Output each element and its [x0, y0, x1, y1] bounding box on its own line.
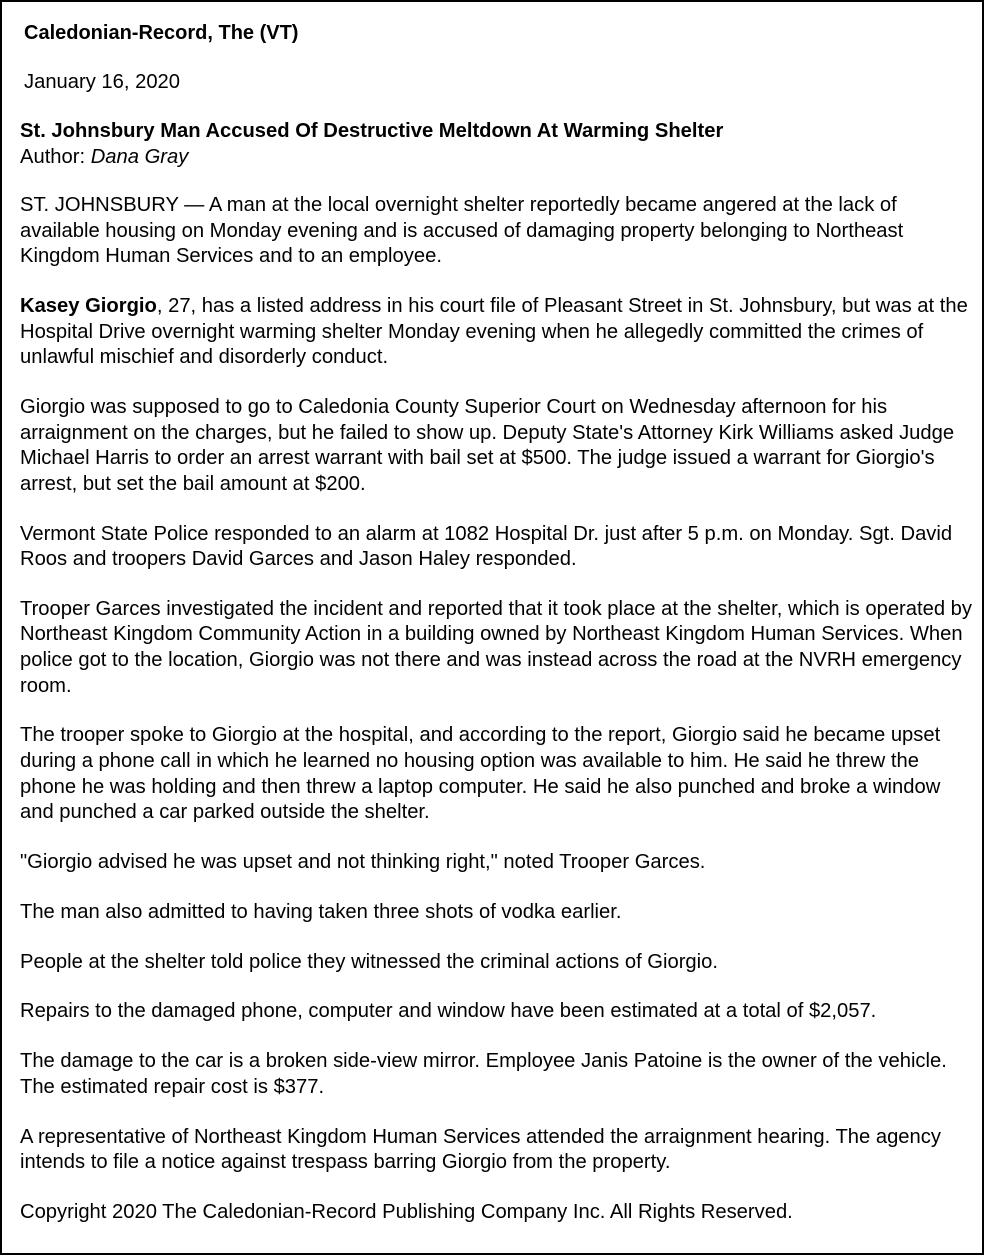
paragraph: The trooper spoke to Giorgio at the hospital, and according to the report, Giorgio said he became upset during a phone call in which he learned no housing option was available to him. He said he threw the phone he was holding and then threw a laptop computer. He said he also punched and broke a window and punched a car parked outside the shelter. [20, 724, 941, 824]
article-body [20, 193, 975, 1250]
paragraph: "Giorgio advised he was upset and not thinking right," noted Trooper Garces. [20, 851, 706, 873]
paragraph [20, 294, 975, 371]
publication-source: Caledonian-Record, The (VT) [24, 22, 299, 44]
copyright-notice: Copyright 2020 The Caledonian-Record Publishing Company Inc. All Rights Reserved. [20, 1200, 793, 1223]
paragraph: Trooper Garces investigated the incident and reported that it took place at the shelter, which is operated by Northeast Kingdom Community Action in a building owned by Northeast Kingdom Human Services. When police got to the location, Giorgio was not there and was instead across the road at the NVRH emergency room. [20, 597, 972, 697]
paragraph: Repairs to the damaged phone, computer and window have been estimated at a total of $2,057. [20, 1000, 877, 1023]
paragraph: People at the shelter told police they witnessed the criminal actions of Giorgio. [20, 950, 718, 973]
byline [20, 145, 975, 171]
paragraph: Vermont State Police responded to an alarm at 1082 Hospital Dr. just after 5 p.m. on Monday. Sgt. David Roos and troopers David Garces and Jason Haley responded. [20, 522, 953, 571]
paragraph-text: , 27, has a listed address in his court file of Pleasant Street in St. Johnsbury, but was at the Hospital Drive overnight warming shelter Monday evening when he allegedly committed the crimes of unlawful mischief and disorderly conduct. [20, 294, 968, 369]
highlighted-name: Kasey Giorgio [20, 294, 157, 317]
author-label: Author: [20, 145, 91, 168]
author-name: Dana Gray [90, 145, 189, 168]
headline-block [20, 119, 975, 170]
paragraph: Giorgio was supposed to go to Caledonia County Superior Court on Wednesday afternoon for his arraignment on the charges, but he failed to show up. Deputy State's Attorney Kirk Williams asked Judge Michael Harris to order an arrest warrant with bail set at $500. The judge issued a warrant for Giorgio's arrest, but set the bail amount at $200. [20, 395, 955, 495]
paragraph: A representative of Northeast Kingdom Human Services attended the arraignment hearing. The agency intends to file a notice against trespass barring Giorgio from the property. [20, 1125, 941, 1174]
paragraph: ST. JOHNSBURY — A man at the local overnight shelter reportedly became angered at the lack of available housing on Monday evening and is accused of damaging property belonging to Northeast Kingdom Human Services and to an employee. [20, 194, 904, 268]
paragraph: The man also admitted to having taken three shots of vodka earlier. [20, 900, 622, 923]
paragraph: The damage to the car is a broken side-view mirror. Employee Janis Patoine is the owner of the vehicle. The estimated repair cost is $377. [20, 1050, 947, 1098]
publication-date: January 16, 2020 [24, 71, 181, 93]
article-headline: St. Johnsbury Man Accused Of Destructive Meltdown At Warming Shelter [20, 120, 724, 142]
